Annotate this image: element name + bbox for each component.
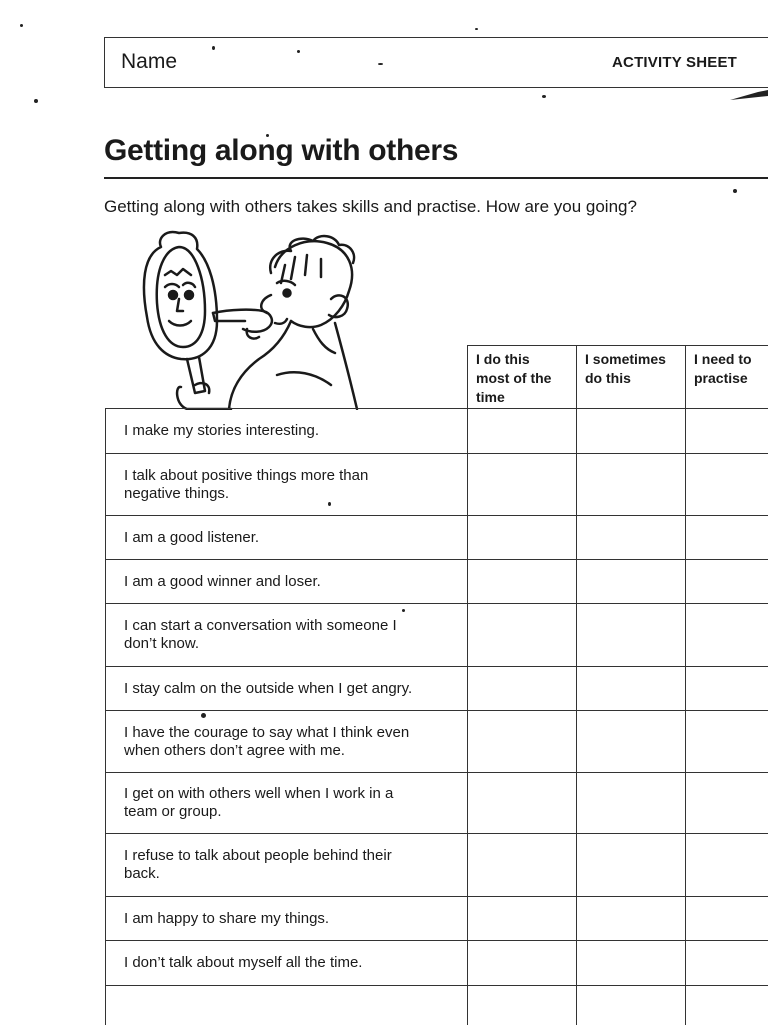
checkbox-cell-most-of-the-time[interactable] [467,454,576,515]
checkbox-cell-most-of-the-time[interactable] [467,604,576,666]
statement-line: negative things. [124,484,230,502]
statement-text [105,454,467,515]
table-row [105,896,768,940]
checkbox-cell-need-to-practise[interactable] [685,604,768,666]
checkbox-cell-need-to-practise[interactable] [685,773,768,833]
page-corner-tab [728,82,768,102]
checkbox-cell-need-to-practise[interactable] [685,409,768,453]
checkbox-cell-need-to-practise[interactable] [685,454,768,515]
statement-text [105,711,467,772]
checkbox-cell-most-of-the-time[interactable] [467,560,576,603]
checkbox-cell-most-of-the-time[interactable] [467,834,576,896]
column-header-line: I sometimes [585,351,666,367]
page-title: Getting along with others [104,134,459,167]
checkbox-cell-sometimes[interactable] [576,604,685,666]
checkbox-cell-most-of-the-time[interactable] [467,711,576,772]
checkbox-cell-need-to-practise[interactable] [685,834,768,896]
title-divider [104,177,768,179]
statement-text [105,667,467,710]
checkbox-cell-need-to-practise[interactable] [685,560,768,603]
checkbox-cell-most-of-the-time[interactable] [467,516,576,559]
name-field[interactable] [104,37,768,88]
statement-line: back. [124,865,160,882]
statement-text [105,560,467,603]
checkbox-cell-need-to-practise[interactable] [685,711,768,772]
column-header-line: most of the [476,370,552,386]
statement-line: I am a good winner and loser. [124,572,321,590]
column-header-sometimes [576,345,686,408]
checkbox-cell-need-to-practise[interactable] [685,897,768,940]
table-row [105,666,768,710]
statement-line: I get on with others well when I work in a [124,785,394,802]
checkbox-cell-most-of-the-time[interactable] [467,773,576,833]
checkbox-cell-sometimes[interactable] [576,560,685,603]
scan-speck [378,63,383,65]
table-row [105,515,768,559]
checkbox-cell-sometimes[interactable] [576,986,685,1025]
column-header-line: I do this [476,351,530,367]
name-label: Name [121,50,178,73]
checkbox-cell-sometimes[interactable] [576,667,685,710]
statement-text [105,604,467,666]
table-row [105,710,768,772]
checkbox-cell-sometimes[interactable] [576,897,685,940]
self-assessment-table [105,408,768,1025]
statement-line: I talk about positive things more than [124,466,369,484]
checkbox-cell-sometimes[interactable] [576,516,685,559]
checkbox-cell-need-to-practise[interactable] [685,941,768,985]
scan-speck [212,46,215,50]
checkbox-cell-sometimes[interactable] [576,834,685,896]
statement-line: don’t know. [124,635,200,652]
statement-line: I make my stories interesting. [124,422,320,439]
statement-line: I am happy to share my things. [124,909,330,927]
scan-speck [297,50,300,53]
checkbox-cell-most-of-the-time[interactable] [467,897,576,940]
statement-text [105,897,467,940]
statement-line: I have the courage to say what I think even [124,723,410,741]
checkbox-cell-most-of-the-time[interactable] [467,986,576,1025]
checkbox-cell-sometimes[interactable] [576,941,685,985]
checkbox-cell-sometimes[interactable] [576,454,685,515]
statement-line: I can start a conversation with someone I [124,617,397,634]
checkbox-cell-need-to-practise[interactable] [685,516,768,559]
table-row [105,985,768,1025]
checkbox-cell-need-to-practise[interactable] [685,986,768,1025]
statement-line: I am a good listener. [124,528,260,546]
table-row [105,603,768,666]
statement-line: team or group. [124,803,222,820]
statement-text [105,773,467,833]
column-header-line: time [476,389,505,405]
table-row [105,559,768,603]
checkbox-cell-most-of-the-time[interactable] [467,409,576,453]
statement-text [105,516,467,559]
scan-speck [34,99,38,103]
statement-line: when others don’t agree with me. [124,741,345,759]
table-row [105,453,768,515]
table-row [105,408,768,453]
checkbox-cell-sometimes[interactable] [576,711,685,772]
statement-line: I don’t talk about myself all the time. [124,954,363,971]
statement-text [105,986,467,1025]
statement-text [105,941,467,985]
scan-speck [733,189,737,193]
activity-sheet-label: ACTIVITY SHEET [612,54,738,71]
column-header-most-of-the-time [467,345,577,408]
statement-text [105,834,467,896]
scan-speck [542,95,546,98]
column-header-line: practise [694,370,748,386]
scan-speck [475,28,478,30]
statement-line: I stay calm on the outside when I get angry. [124,679,413,697]
statement-text [105,409,467,453]
column-header-line: do this [585,370,631,386]
scan-speck [20,24,23,27]
checkbox-cell-sometimes[interactable] [576,409,685,453]
boy-mirror-illustration [135,225,375,410]
checkbox-cell-most-of-the-time[interactable] [467,941,576,985]
column-header-need-to-practise [685,345,768,408]
table-row [105,833,768,896]
table-row [105,772,768,833]
statement-line: I refuse to talk about people behind their [124,847,392,864]
checkbox-cell-most-of-the-time[interactable] [467,667,576,710]
table-row [105,940,768,985]
column-header-line: I need to [694,351,752,367]
checkbox-cell-sometimes[interactable] [576,773,685,833]
checkbox-cell-need-to-practise[interactable] [685,667,768,710]
intro-text: Getting along with others takes skills and practise. How are you going? [104,197,637,216]
